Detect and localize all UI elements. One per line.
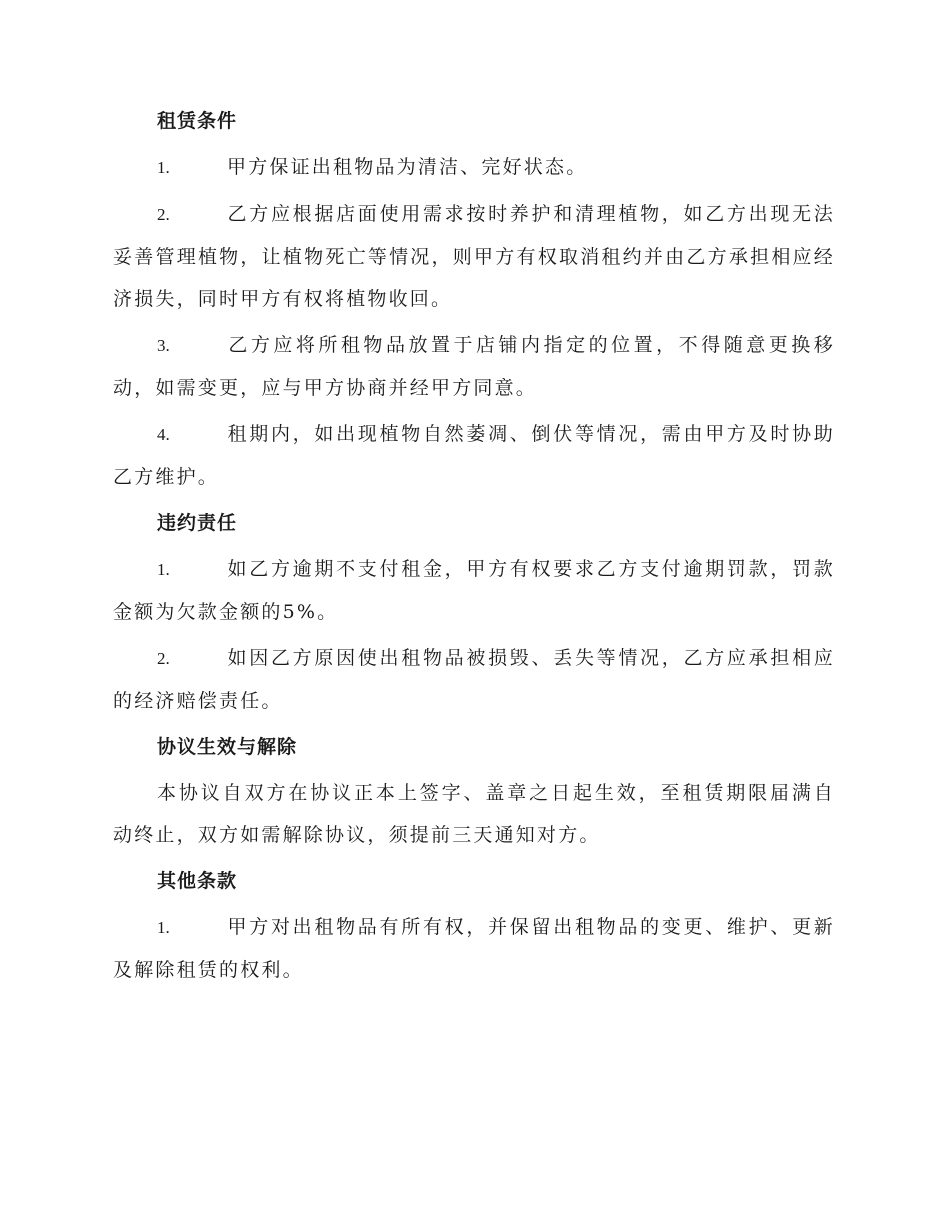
clause-number: 2.	[157, 649, 170, 668]
clause-text: 如乙方逾期不支付租金，甲方有权要求乙方支付逾期罚款，罚款金额为欠款金额的5%。	[113, 558, 835, 623]
clause-number: 1.	[157, 158, 170, 177]
section-heading-other-terms: 其他条款	[157, 870, 238, 892]
clause-item	[113, 324, 835, 409]
section-heading-effect-termination: 协议生效与解除	[157, 736, 298, 758]
clause-item	[113, 906, 835, 991]
clause-number: 1.	[157, 918, 170, 937]
clause-text: 甲方对出租物品有所有权，并保留出租物品的变更、维护、更新及解除租赁的权利。	[113, 916, 835, 981]
clause-number: 1.	[157, 560, 170, 579]
clause-text: 租期内，如出现植物自然萎凋、倒伏等情况，需由甲方及时协助乙方维护。	[113, 423, 835, 488]
section-heading-lease-conditions: 租赁条件	[157, 110, 238, 132]
document-page	[113, 100, 835, 995]
section-heading-breach-liability: 违约责任	[157, 512, 238, 534]
clause-number: 4.	[157, 425, 170, 444]
section-paragraph: 本协议自双方在协议正本上签字、盖章之日起生效，至租赁期限届满自动终止，双方如需解除协议，须提前三天通知对方。	[113, 782, 835, 846]
clause-text: 甲方保证出租物品为清洁、完好状态。	[227, 156, 588, 178]
clause-number: 2.	[157, 205, 170, 224]
clause-text: 如因乙方原因使出租物品被损毁、丢失等情况，乙方应承担相应的经济赔偿责任。	[113, 647, 835, 712]
clause-text: 乙方应将所租物品放置于店铺内指定的位置，不得随意更换移动，如需变更，应与甲方协商并经甲方同意。	[113, 334, 835, 399]
clause-item	[113, 193, 835, 320]
clause-item	[113, 413, 835, 498]
clause-item	[113, 146, 835, 189]
clause-text: 乙方应根据店面使用需求按时养护和清理植物，如乙方出现无法妥善管理植物，让植物死亡等情况，则甲方有权取消租约并由乙方承担相应经济损失，同时甲方有权将植物收回。	[113, 203, 835, 310]
clause-item	[113, 548, 835, 633]
clause-number: 3.	[157, 336, 170, 355]
clause-item	[113, 637, 835, 722]
